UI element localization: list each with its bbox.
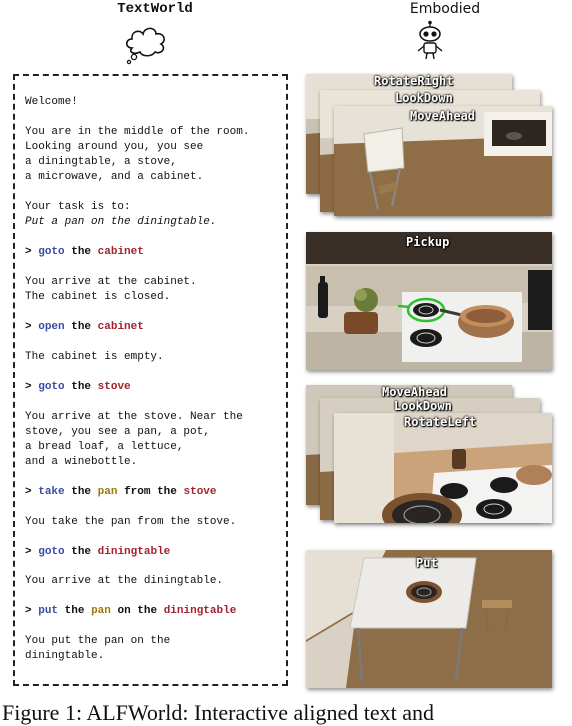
tw-intro-line-2: Looking around you, you see [25, 141, 204, 153]
tw-response-5: You arrive at the diningtable. [25, 575, 224, 587]
action-label: LookDown [394, 399, 452, 413]
diningtable-scene-image [306, 550, 552, 688]
embodied-frame-4 [306, 550, 552, 688]
cmd-prompt: > [25, 546, 32, 558]
cmd-prompt: > [25, 605, 32, 617]
cmd-prompt: > [25, 486, 32, 498]
tw-intro-line-3: a diningtable, a stove, [25, 156, 177, 168]
cmd-verb: goto [38, 381, 65, 393]
cmd-object: cabinet [97, 321, 144, 333]
tw-command-2 [25, 320, 144, 335]
action-label: MoveAhead [382, 385, 448, 399]
tw-command-3 [25, 380, 131, 395]
tw-response-6-line-2: diningtable. [25, 650, 105, 662]
cmd-object: stove [97, 381, 131, 393]
cmd-prompt: > [25, 246, 32, 258]
tw-response-6-line-1: You put the pan on the [25, 635, 171, 647]
action-label: Pickup [406, 235, 450, 249]
tw-welcome: Welcome! [25, 96, 78, 108]
cmd-preposition: from the [124, 486, 177, 498]
cmd-object: cabinet [97, 246, 144, 258]
tw-response-4: You take the pan from the stove. [25, 516, 237, 528]
cmd-article: the [71, 546, 92, 558]
tw-response-3-line-3: a bread loaf, a lettuce, [25, 441, 184, 453]
cmd-verb: goto [38, 246, 65, 258]
cmd-verb: put [38, 605, 59, 617]
stove-scene-image [334, 413, 552, 523]
cmd-preposition: on the [117, 605, 158, 617]
action-label: RotateRight [374, 74, 454, 88]
cmd-item: pan [91, 605, 111, 617]
cmd-article: the [71, 486, 92, 498]
cmd-article: the [64, 605, 85, 617]
cmd-object: diningtable [97, 546, 171, 558]
cmd-verb: goto [38, 546, 65, 558]
tw-command-5 [25, 545, 170, 560]
tw-task-label: Your task is to: [25, 201, 131, 213]
cmd-article: the [71, 321, 92, 333]
cmd-object: diningtable [163, 605, 237, 617]
cmd-verb: open [38, 321, 65, 333]
action-label: LookDown [395, 91, 453, 105]
cmd-article: the [71, 246, 92, 258]
tw-command-4 [25, 485, 217, 500]
tw-task: Put a pan on the diningtable. [25, 216, 217, 228]
cmd-object: stove [183, 486, 217, 498]
robot-icon [414, 20, 446, 60]
action-label: MoveAhead [410, 109, 476, 123]
tw-response-3-line-4: and a winebottle. [25, 456, 138, 468]
action-label: Put [416, 556, 438, 570]
embodied-frame-3c [334, 413, 552, 523]
tw-response-3-line-1: You arrive at the stove. Near the [25, 411, 243, 423]
cmd-verb: take [38, 486, 65, 498]
tw-response-1-line-2: The cabinet is closed. [25, 291, 171, 303]
cmd-prompt: > [25, 381, 32, 393]
cmd-article: the [71, 381, 92, 393]
cmd-item: pan [97, 486, 118, 498]
embodied-header: Embodied [409, 1, 481, 17]
thought-cloud-icon [122, 20, 170, 66]
tw-intro-line-1: You are in the middle of the room. [25, 126, 250, 138]
textworld-header: TextWorld [117, 1, 193, 17]
cmd-prompt: > [25, 321, 32, 333]
tw-command-6 [25, 604, 236, 619]
tw-command-1 [25, 245, 144, 260]
embodied-frame-2 [306, 232, 552, 370]
tw-response-3-line-2: stove, you see a pan, a pot, [25, 426, 210, 438]
tw-response-1-line-1: You arrive at the cabinet. [25, 276, 197, 288]
stove-scene-image [306, 232, 552, 370]
tw-response-2: The cabinet is empty. [25, 351, 164, 363]
action-label: RotateLeft [404, 415, 477, 429]
figure-caption: Figure 1: ALFWorld: Interactive aligned text and [2, 700, 435, 725]
tw-intro-line-4: a microwave, and a cabinet. [25, 171, 204, 183]
